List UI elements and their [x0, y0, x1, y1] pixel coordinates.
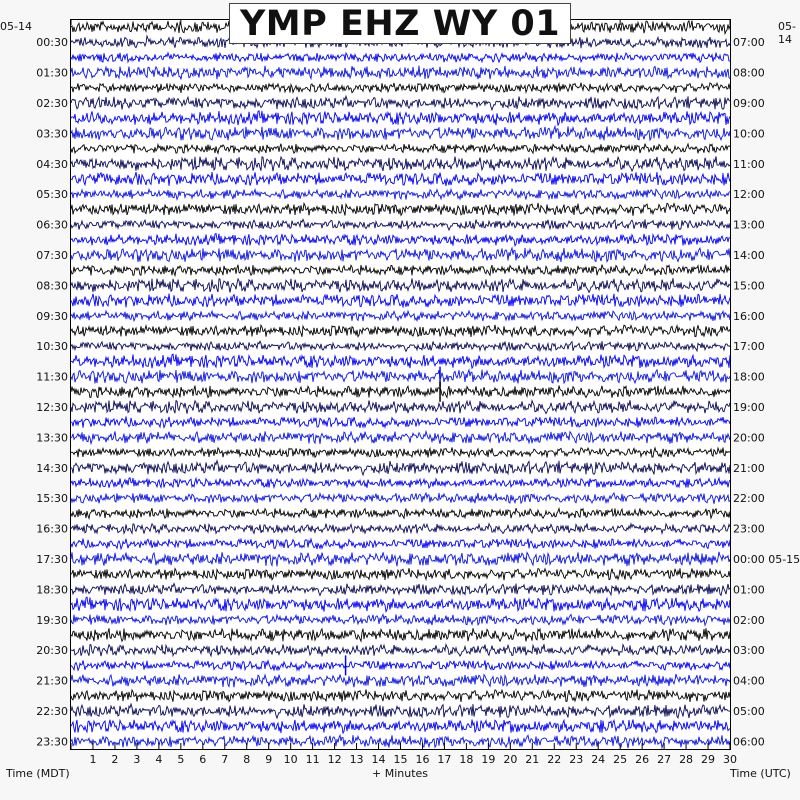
x-tick-label: 5 [177, 753, 185, 766]
x-tick-label: 22 [547, 753, 562, 766]
right-tick-label: 14:00 [733, 249, 765, 262]
right-tick-label: 16:00 [733, 309, 765, 323]
x-tick-label: 1 [89, 753, 97, 766]
x-tick-label: 30 [723, 753, 737, 766]
left-tick-label: 10:30 [36, 340, 68, 354]
x-tick-label: 6 [199, 753, 207, 766]
left-tick-label: 21:30 [36, 674, 68, 688]
x-tick-label: 25 [613, 753, 628, 766]
right-tick-label: 13:00 [733, 218, 765, 232]
right-time-axis [733, 36, 800, 748]
left-tick-label: 12:30 [36, 401, 68, 414]
x-tick-label: 17 [437, 753, 452, 766]
x-tick-label: 20 [503, 753, 518, 766]
left-tick-label: 16:30 [36, 522, 68, 536]
x-tick-label: 7 [221, 753, 229, 766]
left-tick-label: 00:30 [36, 36, 68, 50]
right-tick-label: 19:00 [733, 401, 765, 414]
x-tick-label: 4 [155, 753, 163, 766]
right-tick-label: 22:00 [733, 492, 765, 506]
right-tick-label: 04:00 [733, 674, 765, 688]
x-tick-label: 16 [415, 753, 430, 766]
right-tick-label: 08:00 [733, 66, 765, 80]
x-tick-label: 26 [635, 753, 650, 766]
left-date-label: 05-14 [0, 20, 32, 33]
left-tick-label: 04:30 [36, 157, 68, 171]
right-tick-label: 12:00 [733, 188, 765, 202]
right-axis-title: Time (UTC) [730, 767, 791, 780]
x-tick-label: 9 [265, 753, 273, 766]
x-tick-label: 8 [243, 753, 251, 766]
left-tick-label: 01:30 [36, 66, 68, 80]
right-tick-label: 23:00 [733, 522, 765, 536]
x-tick-label: 21 [525, 753, 540, 766]
x-tick-label: 10 [283, 753, 298, 766]
left-tick-label: 19:30 [36, 613, 68, 627]
x-tick-label: 19 [481, 753, 496, 766]
x-tick-label: 13 [349, 753, 364, 766]
left-tick-label: 09:30 [36, 309, 68, 323]
x-tick-label: 11 [305, 753, 320, 766]
right-tick-label: 18:00 [733, 370, 765, 384]
right-tick-label: 00:00 05-15 [733, 553, 800, 566]
right-tick-label: 20:00 [733, 431, 765, 445]
left-tick-label: 20:30 [36, 644, 68, 658]
x-tick-label: 15 [393, 753, 408, 766]
x-tick-label: 2 [111, 753, 119, 766]
x-tick-label: 28 [679, 753, 694, 766]
right-tick-label: 05:00 [733, 705, 765, 718]
x-tick-label: 12 [327, 753, 342, 766]
left-tick-label: 08:30 [36, 279, 68, 293]
x-tick-label: 24 [591, 753, 606, 766]
right-tick-label: 11:00 [733, 157, 765, 171]
chart-title: YMP EHZ WY 01 [229, 3, 571, 44]
plot-area [71, 20, 731, 750]
left-time-axis [36, 36, 68, 748]
left-tick-label: 18:30 [36, 583, 68, 597]
left-tick-label: 15:30 [36, 492, 68, 506]
right-tick-label: 03:00 [733, 644, 765, 658]
left-tick-label: 17:30 [36, 553, 68, 566]
right-tick-label: 06:00 [733, 735, 765, 749]
x-tick-label: 3 [133, 753, 141, 766]
left-tick-label: 11:30 [36, 370, 68, 384]
left-tick-label: 06:30 [36, 218, 68, 232]
left-tick-label: 14:30 [36, 461, 68, 475]
left-tick-label: 22:30 [36, 705, 68, 718]
x-tick-label: 27 [657, 753, 672, 766]
right-tick-label: 17:00 [733, 340, 765, 354]
x-tick-label: 29 [701, 753, 716, 766]
x-tick-label: 18 [459, 753, 474, 766]
right-tick-label: 07:00 [733, 36, 765, 50]
left-tick-label: 07:30 [36, 249, 68, 262]
right-tick-label: 10:00 [733, 127, 765, 141]
x-tick-label: 23 [569, 753, 584, 766]
right-tick-label: 15:00 [733, 279, 765, 293]
left-axis-title: Time (MDT) [6, 767, 70, 780]
right-date-label: 05-14 [778, 20, 796, 46]
x-tick-label: 14 [371, 753, 386, 766]
right-tick-label: 01:00 [733, 583, 765, 597]
left-tick-label: 05:30 [36, 188, 68, 202]
right-tick-label: 09:00 [733, 97, 765, 110]
x-axis-title: + Minutes [372, 767, 429, 780]
left-tick-label: 23:30 [36, 735, 68, 749]
right-tick-label: 21:00 [733, 461, 765, 475]
left-tick-label: 02:30 [36, 97, 68, 110]
right-tick-label: 02:00 [733, 613, 765, 627]
left-tick-label: 13:30 [36, 431, 68, 445]
left-tick-label: 03:30 [36, 127, 68, 141]
